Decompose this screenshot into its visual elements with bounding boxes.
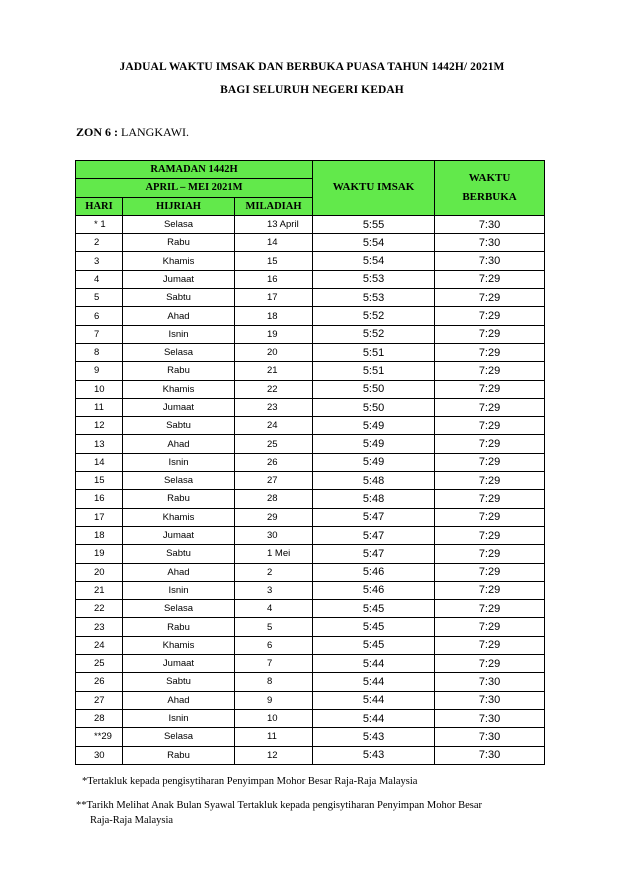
miladiah-cell: 4: [235, 600, 313, 618]
miladiah-cell: 1 Mei: [235, 545, 313, 563]
berbuka-cell: 7:30: [435, 252, 545, 270]
hijriah-cell: Selasa: [123, 728, 235, 746]
hari-cell: 5: [76, 289, 123, 307]
hari-cell: 14: [76, 453, 123, 471]
imsak-cell: 5:45: [313, 618, 435, 636]
berbuka-cell: 7:29: [435, 307, 545, 325]
hijriah-cell: Ahad: [123, 307, 235, 325]
berbuka-cell: 7:29: [435, 453, 545, 471]
hari-cell: 17: [76, 508, 123, 526]
footnote-2: [76, 798, 546, 828]
berbuka-cell: 7:29: [435, 270, 545, 288]
miladiah-cell: 28: [235, 490, 313, 508]
berbuka-cell: 7:29: [435, 655, 545, 673]
miladiah-cell: 9: [235, 691, 313, 709]
table-row: [76, 215, 545, 233]
miladiah-cell: 29: [235, 508, 313, 526]
hari-cell: 18: [76, 526, 123, 544]
miladiah-cell: 25: [235, 435, 313, 453]
berbuka-cell: 7:30: [435, 234, 545, 252]
table-row: [76, 325, 545, 343]
miladiah-header: MILADIAH: [235, 197, 313, 215]
imsak-cell: 5:47: [313, 508, 435, 526]
miladiah-cell: 20: [235, 343, 313, 361]
miladiah-cell: 30: [235, 526, 313, 544]
table-row: [76, 545, 545, 563]
hari-header: HARI: [76, 197, 123, 215]
imsak-cell: 5:55: [313, 215, 435, 233]
table-row: [76, 526, 545, 544]
miladiah-cell: 14: [235, 234, 313, 252]
berbuka-cell: 7:29: [435, 563, 545, 581]
hijriah-cell: Selasa: [123, 600, 235, 618]
hijriah-cell: Jumaat: [123, 526, 235, 544]
imsak-cell: 5:53: [313, 289, 435, 307]
imsak-cell: 5:50: [313, 380, 435, 398]
hijriah-cell: Rabu: [123, 234, 235, 252]
table-row: [76, 600, 545, 618]
table-row: [76, 435, 545, 453]
imsak-cell: 5:49: [313, 435, 435, 453]
hijriah-cell: Jumaat: [123, 270, 235, 288]
hijriah-cell: Jumaat: [123, 655, 235, 673]
table-row: [76, 362, 545, 380]
berbuka-cell: 7:29: [435, 545, 545, 563]
hijriah-cell: Ahad: [123, 435, 235, 453]
table-row: [76, 636, 545, 654]
imsak-cell: 5:47: [313, 526, 435, 544]
hari-cell: 28: [76, 709, 123, 727]
berbuka-cell: 7:29: [435, 380, 545, 398]
hijriah-cell: Selasa: [123, 343, 235, 361]
hijriah-cell: Isnin: [123, 325, 235, 343]
miladiah-cell: 10: [235, 709, 313, 727]
miladiah-cell: 24: [235, 417, 313, 435]
miladiah-cell: 16: [235, 270, 313, 288]
zone-line: [76, 125, 189, 140]
table-row: [76, 728, 545, 746]
hari-cell: 24: [76, 636, 123, 654]
imsak-cell: 5:45: [313, 636, 435, 654]
footnote-2-line2: Raja-Raja Malaysia: [90, 815, 174, 826]
miladiah-cell: 8: [235, 673, 313, 691]
imsak-cell: 5:48: [313, 472, 435, 490]
miladiah-cell: 27: [235, 472, 313, 490]
table-row: [76, 234, 545, 252]
miladiah-cell: 23: [235, 398, 313, 416]
imsak-cell: 5:43: [313, 728, 435, 746]
berbuka-cell: 7:29: [435, 508, 545, 526]
imsak-header: WAKTU IMSAK: [313, 161, 435, 216]
hijriah-cell: Sabtu: [123, 417, 235, 435]
zone-label: ZON 6 :: [76, 125, 118, 139]
table-row: [76, 709, 545, 727]
zone-name: LANGKAWI.: [121, 125, 190, 139]
hari-cell: 3: [76, 252, 123, 270]
imsak-cell: 5:44: [313, 673, 435, 691]
miladiah-cell: 12: [235, 746, 313, 764]
imsak-cell: 5:49: [313, 453, 435, 471]
hari-cell: 16: [76, 490, 123, 508]
table-row: [76, 472, 545, 490]
table-row: [76, 490, 545, 508]
imsak-cell: 5:50: [313, 398, 435, 416]
hari-cell: 2: [76, 234, 123, 252]
miladiah-cell: 13 April: [235, 215, 313, 233]
miladiah-cell: 26: [235, 453, 313, 471]
months-header: APRIL – MEI 2021M: [76, 179, 313, 197]
imsak-cell: 5:44: [313, 691, 435, 709]
berbuka-cell: 7:29: [435, 581, 545, 599]
hijriah-cell: Rabu: [123, 618, 235, 636]
hijriah-cell: Isnin: [123, 581, 235, 599]
hari-cell: * 1: [76, 215, 123, 233]
berbuka-header-line2: BERBUKA: [462, 190, 517, 203]
hijriah-cell: Isnin: [123, 709, 235, 727]
miladiah-cell: 19: [235, 325, 313, 343]
table-row: [76, 673, 545, 691]
table-row: [76, 746, 545, 764]
imsak-cell: 5:44: [313, 709, 435, 727]
miladiah-cell: 18: [235, 307, 313, 325]
berbuka-cell: 7:29: [435, 325, 545, 343]
table-row: [76, 398, 545, 416]
imsak-cell: 5:46: [313, 563, 435, 581]
hari-cell: 7: [76, 325, 123, 343]
hijriah-cell: Rabu: [123, 490, 235, 508]
imsak-cell: 5:51: [313, 362, 435, 380]
miladiah-cell: 21: [235, 362, 313, 380]
hijriah-cell: Khamis: [123, 252, 235, 270]
hari-cell: 26: [76, 673, 123, 691]
hijriah-cell: Rabu: [123, 746, 235, 764]
berbuka-cell: 7:29: [435, 526, 545, 544]
imsak-cell: 5:46: [313, 581, 435, 599]
hijriah-header: HIJRIAH: [123, 197, 235, 215]
hari-cell: 11: [76, 398, 123, 416]
table-row: [76, 343, 545, 361]
hijriah-cell: Jumaat: [123, 398, 235, 416]
imsak-cell: 5:51: [313, 343, 435, 361]
table-row: [76, 453, 545, 471]
hijriah-cell: Sabtu: [123, 289, 235, 307]
imsak-cell: 5:52: [313, 325, 435, 343]
miladiah-cell: 7: [235, 655, 313, 673]
berbuka-cell: 7:29: [435, 490, 545, 508]
schedule-body: [76, 215, 545, 764]
berbuka-cell: 7:29: [435, 618, 545, 636]
berbuka-cell: 7:29: [435, 398, 545, 416]
berbuka-cell: 7:29: [435, 636, 545, 654]
berbuka-cell: 7:30: [435, 709, 545, 727]
imsak-cell: 5:48: [313, 490, 435, 508]
table-row: [76, 307, 545, 325]
berbuka-cell: 7:29: [435, 417, 545, 435]
hijriah-cell: Khamis: [123, 508, 235, 526]
table-row: [76, 655, 545, 673]
hari-cell: 21: [76, 581, 123, 599]
schedule-table: [75, 160, 545, 765]
hari-cell: 8: [76, 343, 123, 361]
berbuka-header: [435, 161, 545, 216]
hari-cell: 10: [76, 380, 123, 398]
table-row: [76, 252, 545, 270]
hari-cell: 25: [76, 655, 123, 673]
berbuka-cell: 7:29: [435, 289, 545, 307]
hari-cell: 12: [76, 417, 123, 435]
miladiah-cell: 6: [235, 636, 313, 654]
hari-cell: 4: [76, 270, 123, 288]
berbuka-cell: 7:30: [435, 673, 545, 691]
berbuka-header-line1: WAKTU: [468, 171, 511, 184]
hijriah-cell: Ahad: [123, 691, 235, 709]
imsak-cell: 5:45: [313, 600, 435, 618]
footnote-2-line1: **Tarikh Melihat Anak Bulan Syawal Tertakluk kepada pengisytiharan Penyimpan Mohor Besar: [76, 800, 482, 811]
hari-cell: 19: [76, 545, 123, 563]
hijriah-cell: Sabtu: [123, 545, 235, 563]
table-row: [76, 270, 545, 288]
imsak-cell: 5:52: [313, 307, 435, 325]
berbuka-cell: 7:29: [435, 600, 545, 618]
table-row: [76, 417, 545, 435]
hijriah-cell: Ahad: [123, 563, 235, 581]
table-row: [76, 380, 545, 398]
hari-cell: 9: [76, 362, 123, 380]
table-row: [76, 618, 545, 636]
miladiah-cell: 15: [235, 252, 313, 270]
hijriah-cell: Rabu: [123, 362, 235, 380]
hijriah-cell: Sabtu: [123, 673, 235, 691]
berbuka-cell: 7:30: [435, 746, 545, 764]
berbuka-cell: 7:29: [435, 472, 545, 490]
imsak-cell: 5:53: [313, 270, 435, 288]
hijriah-cell: Selasa: [123, 215, 235, 233]
hari-cell: 6: [76, 307, 123, 325]
miladiah-cell: 2: [235, 563, 313, 581]
document-subtitle: BAGI SELURUH NEGERI KEDAH: [220, 84, 404, 96]
hari-cell: 20: [76, 563, 123, 581]
footnote-1: *Tertakluk kepada pengisytiharan Penyimpan Mohor Besar Raja-Raja Malaysia: [82, 776, 418, 787]
miladiah-cell: 17: [235, 289, 313, 307]
table-row: [76, 691, 545, 709]
table-row: [76, 581, 545, 599]
table-row: [76, 508, 545, 526]
hijriah-cell: Isnin: [123, 453, 235, 471]
hijriah-cell: Khamis: [123, 380, 235, 398]
imsak-cell: 5:54: [313, 252, 435, 270]
ramadan-header: RAMADAN 1442H: [76, 161, 313, 179]
imsak-cell: 5:47: [313, 545, 435, 563]
miladiah-cell: 5: [235, 618, 313, 636]
document-title: JADUAL WAKTU IMSAK DAN BERBUKA PUASA TAHUN 1442H/ 2021M: [119, 61, 505, 73]
hari-cell: 30: [76, 746, 123, 764]
berbuka-cell: 7:29: [435, 343, 545, 361]
table-row: [76, 563, 545, 581]
hari-cell: 22: [76, 600, 123, 618]
hari-cell: 27: [76, 691, 123, 709]
miladiah-cell: 11: [235, 728, 313, 746]
hari-cell: **29: [76, 728, 123, 746]
hari-cell: 13: [76, 435, 123, 453]
berbuka-cell: 7:30: [435, 215, 545, 233]
berbuka-cell: 7:29: [435, 362, 545, 380]
berbuka-cell: 7:30: [435, 728, 545, 746]
imsak-cell: 5:44: [313, 655, 435, 673]
hari-cell: 15: [76, 472, 123, 490]
miladiah-cell: 22: [235, 380, 313, 398]
berbuka-cell: 7:29: [435, 435, 545, 453]
table-row: [76, 289, 545, 307]
imsak-cell: 5:43: [313, 746, 435, 764]
hijriah-cell: Selasa: [123, 472, 235, 490]
imsak-cell: 5:49: [313, 417, 435, 435]
miladiah-cell: 3: [235, 581, 313, 599]
hari-cell: 23: [76, 618, 123, 636]
imsak-cell: 5:54: [313, 234, 435, 252]
berbuka-cell: 7:30: [435, 691, 545, 709]
hijriah-cell: Khamis: [123, 636, 235, 654]
